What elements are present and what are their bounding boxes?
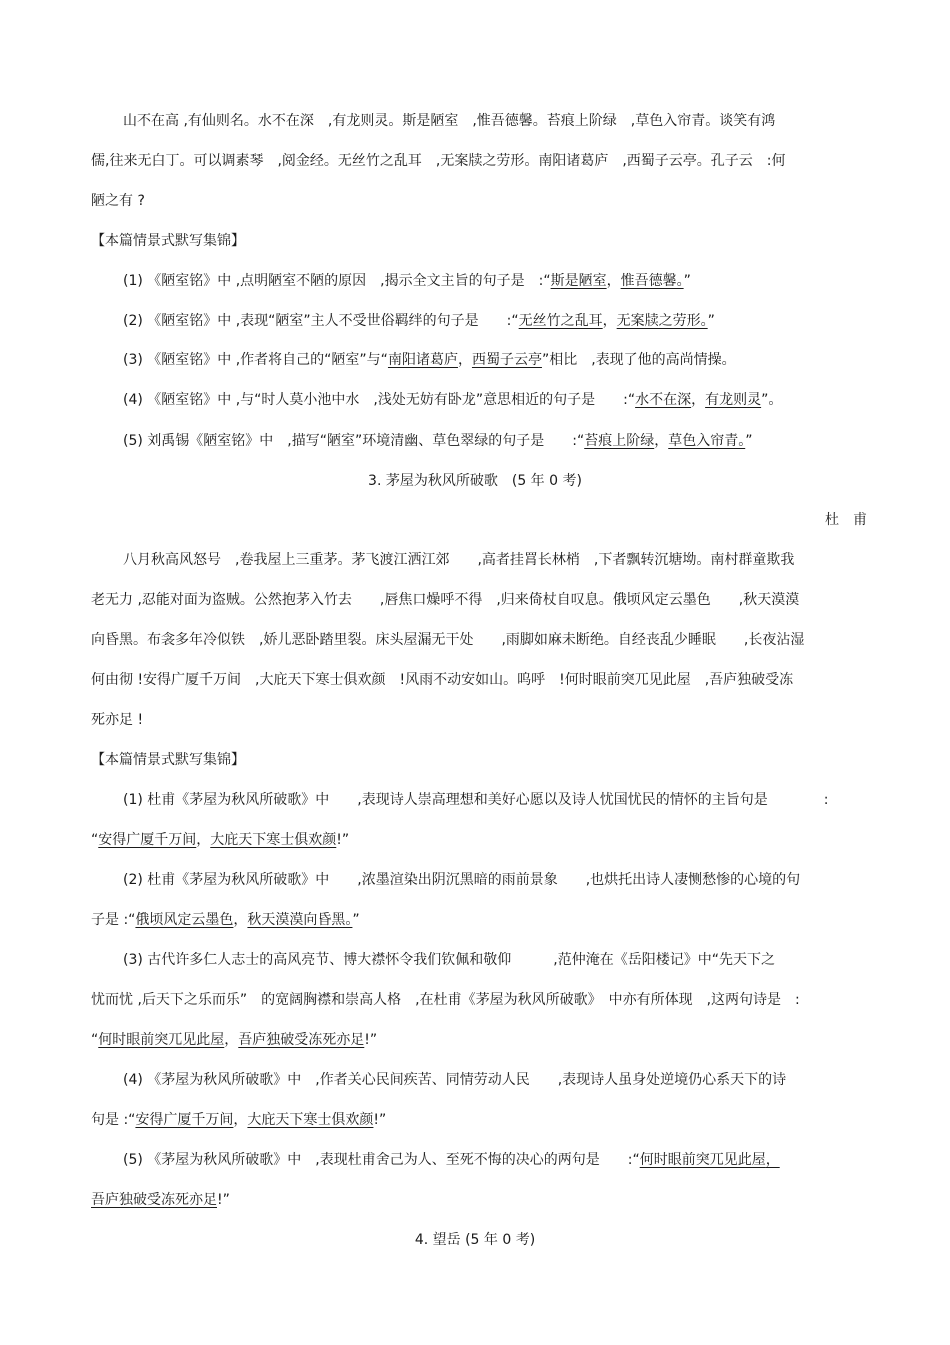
question-answer-line: 子是 :“俄顷风定云墨色，秋天漠漠向昏黑。” xyxy=(91,912,360,928)
answer-blank: 俄顷风定云墨色 xyxy=(135,912,234,928)
question-item: (3) 《陋室铭》中 ,作者将自己的“陋室”与“南阳诸葛庐，西蜀子云亭”相比 ,表现了他的高尚情操。 xyxy=(123,352,736,368)
question-answer-line: “安得广厦千万间，大庇天下寒士俱欢颜!” xyxy=(91,832,350,848)
question-item: (4) 《陋室铭》中 ,与“时人莫小池中水 ,浅处无妨有卧龙”意思相近的句子是 :“水不在深，有龙则灵”。 xyxy=(123,392,783,408)
answer-blank: 吾庐独破受冻死亦足 xyxy=(91,1192,217,1208)
question-item: (1) 杜甫《茅屋为秋风所破歌》中 ,表现诗人崇高理想和美好心愿以及诗人忧国忧民的情怀的主旨句是 : xyxy=(123,792,829,808)
poem-line: 向昏黑。布衾多年冷似铁 ,娇儿恶卧踏里裂。床头屋漏无干处 ,雨脚如麻未断绝。自经丧乱少睡眠 ,长夜沾湿 xyxy=(91,632,805,648)
question-answer-line: 句是 :“安得广厦千万间，大庇天下寒士俱欢颜!” xyxy=(91,1112,387,1128)
answer-blank: 水不在深 xyxy=(635,392,692,408)
answer-blank: 大庇天下寒士俱欢颜 xyxy=(210,832,337,848)
poem-line: 陋之有 ? xyxy=(91,193,145,209)
answer-blank: 苔痕上阶绿 xyxy=(584,433,655,449)
answer-blank: 安得广厦千万间 xyxy=(135,1112,234,1128)
poem-title: 3. 茅屋为秋风所破歌 (5 年 0 考) xyxy=(368,473,582,489)
question-item: (3) 古代许多仁人志士的高风亮节、博大襟怀令我们钦佩和敬仰 ,范仲淹在《岳阳楼记》中“先天下之 xyxy=(123,952,775,968)
answer-blank: 安得广厦千万间 xyxy=(98,832,197,848)
poem-title: 4. 望岳 (5 年 0 考) xyxy=(414,1232,536,1248)
question-item: (4) 《茅屋为秋风所破歌》中 ,作者关心民间疾苦、同情劳动人民 ,表现诗人虽身处逆境仍心系天下的诗 xyxy=(123,1072,787,1088)
answer-blank: 惟吾德馨。 xyxy=(620,273,684,289)
poem-line: 老无力 ,忍能对面为盗贼。公然抱茅入竹去 ,唇焦口燥呼不得 ,归来倚杖自叹息。俄顷风定云墨色 ,秋天漠漠 xyxy=(91,592,800,608)
poem-line: 山不在高 ,有仙则名。水不在深 ,有龙则灵。斯是陋室 ,惟吾德馨。苔痕上阶绿 ,草色入帘青。谈笑有鸿 xyxy=(123,113,776,129)
question-answer-line: 吾庐独破受冻死亦足!” xyxy=(91,1192,230,1208)
question-item: (2) 杜甫《茅屋为秋风所破歌》中 ,浓墨渲染出阴沉黑暗的雨前景象 ,也烘托出诗人凄恻愁惨的心境的句 xyxy=(123,872,801,888)
poem-line: 死亦足 ! xyxy=(91,712,144,728)
poem-line: 儒,往来无白丁。可以调素琴 ,阅金经。无丝竹之乱耳 ,无案牍之劳形。南阳诸葛庐 ,西蜀子云亭。孔子云 :何 xyxy=(91,153,786,169)
answer-blank: 草色入帘青。 xyxy=(668,433,746,449)
section-heading: 【本篇情景式默写集锦】 xyxy=(91,752,245,768)
answer-blank: 斯是陋室 xyxy=(550,273,607,289)
answer-blank: 何时眼前突兀见此屋 xyxy=(639,1152,766,1168)
answer-blank: 吾庐独破受冻死亦足 xyxy=(238,1032,365,1048)
question-item: (2) 《陋室铭》中 ,表现“陋室”主人不受世俗羁绊的句子是 :“无丝竹之乱耳，无案牍之劳形。” xyxy=(123,313,715,329)
question-item: (1) 《陋室铭》中 ,点明陋室不陋的原因 ,揭示全文主旨的句子是 :“斯是陋室，惟吾德馨。” xyxy=(123,273,691,289)
answer-blank: 西蜀子云亭 xyxy=(471,352,542,368)
answer-blank: 有龙则灵 xyxy=(705,392,762,408)
question-item: 忧而忧 ,后天下之乐而乐” 的宽阔胸襟和崇高人格 ,在杜甫《茅屋为秋风所破歌》 中亦有所体现 ,这两句诗是 : xyxy=(91,992,800,1008)
poem-author: 杜 甫 xyxy=(825,512,867,528)
question-answer-line: “何时眼前突兀见此屋，吾庐独破受冻死亦足!” xyxy=(91,1032,378,1048)
answer-blank: 无案牍之劳形。 xyxy=(616,313,708,329)
section-heading: 【本篇情景式默写集锦】 xyxy=(91,233,245,249)
question-item: (5) 《茅屋为秋风所破歌》中 ,表现杜甫舍己为人、至死不悔的决心的两句是 :“何时眼前突兀见此屋， xyxy=(123,1152,780,1168)
answer-blank: 何时眼前突兀见此屋 xyxy=(98,1032,225,1048)
answer-blank: 无丝竹之乱耳 xyxy=(518,313,603,329)
question-item: (5) 刘禹锡《陋室铭》中 ,描写“陋室”环境清幽、草色翠绿的句子是 :“苔痕上阶绿，草色入帘青。” xyxy=(123,433,753,449)
answer-blank: 秋天漠漠向昏黑。 xyxy=(247,912,353,928)
poem-line: 何由彻 !安得广厦千万间 ,大庇天下寒士俱欢颜 !风雨不动安如山。呜呼 !何时眼前突兀见此屋 ,吾庐独破受冻 xyxy=(91,672,794,688)
answer-blank: 大庇天下寒士俱欢颜 xyxy=(247,1112,374,1128)
answer-blank: 南阳诸葛庐 xyxy=(387,352,458,368)
poem-line: 八月秋高风怒号 ,卷我屋上三重茅。茅飞渡江洒江郊 ,高者挂罥长林梢 ,下者飘转沉塘坳。南村群童欺我 xyxy=(123,552,795,568)
